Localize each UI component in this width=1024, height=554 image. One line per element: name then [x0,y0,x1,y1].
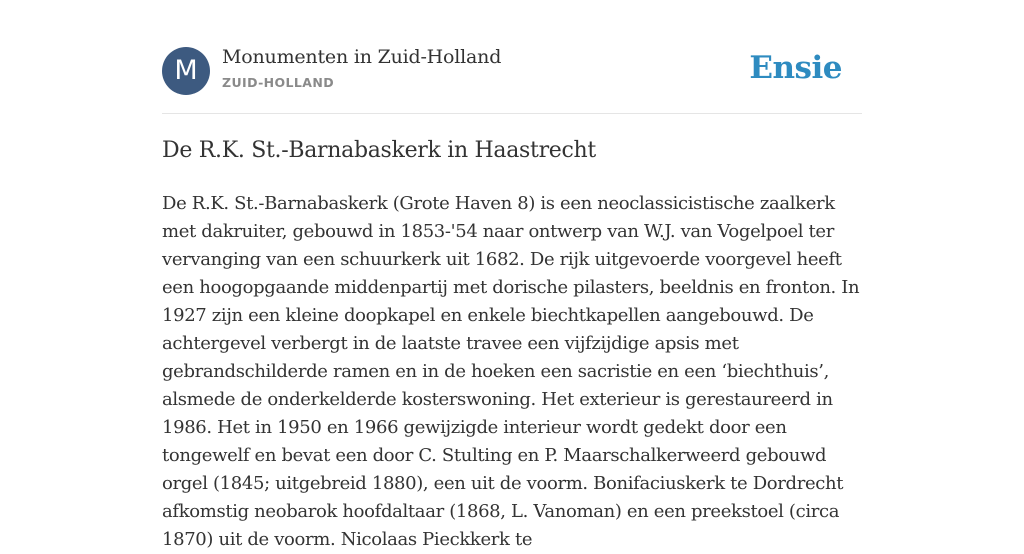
article-title: De R.K. St.-Barnabaskerk in Haastrecht [162,138,596,163]
source-title-link[interactable]: Monumenten in Zuid-Holland [222,46,502,68]
brand-logo[interactable]: Ensie [749,50,842,86]
article-body: De R.K. St.-Barnabaskerk (Grote Haven 8) is een neoclassicistische zaalkerk met dakruiter, gebouwd in 1853-'54 naar ontwerp van W.J. van Vogelpoel ter vervanging van een schuurkerk uit 1682. De rijk uitgevoerde voorgevel heeft een hoogopgaande middenpartij met dorische pilasters, beeldnis en fronton. In 1927 zijn een kleine doopkapel en enkele biechtkapellen aangebouwd. De achtergevel verbergt in de laatste travee een vijfzijdige apsis met gebrandschilderde ramen en in de hoeken een sacristie en een ‘biechthuis’, alsmede de onderkelderde kosterswoning. Het exterieur is gerestaureerd in 1986. Het in 1950 en 1966 gewijzigde interieur wordt gedekt door een tongewelf en bevat een door C. Stulting en P. Maarschalkerweerd gebouwd orgel (1845; uitgebreid 1880), een uit de voorm. Bonifaciuskerk te Dordrecht afkomstig neobarok hoofdaltaar (1868, L. Vanoman) en een preekstoel (circa 1870) uit de voorm. Nicolaas Pieckkerk te [162,193,860,550]
avatar[interactable]: M [162,47,210,95]
divider [162,113,862,114]
source-region-link[interactable]: ZUID-HOLLAND [222,75,334,90]
source-header [162,46,862,98]
